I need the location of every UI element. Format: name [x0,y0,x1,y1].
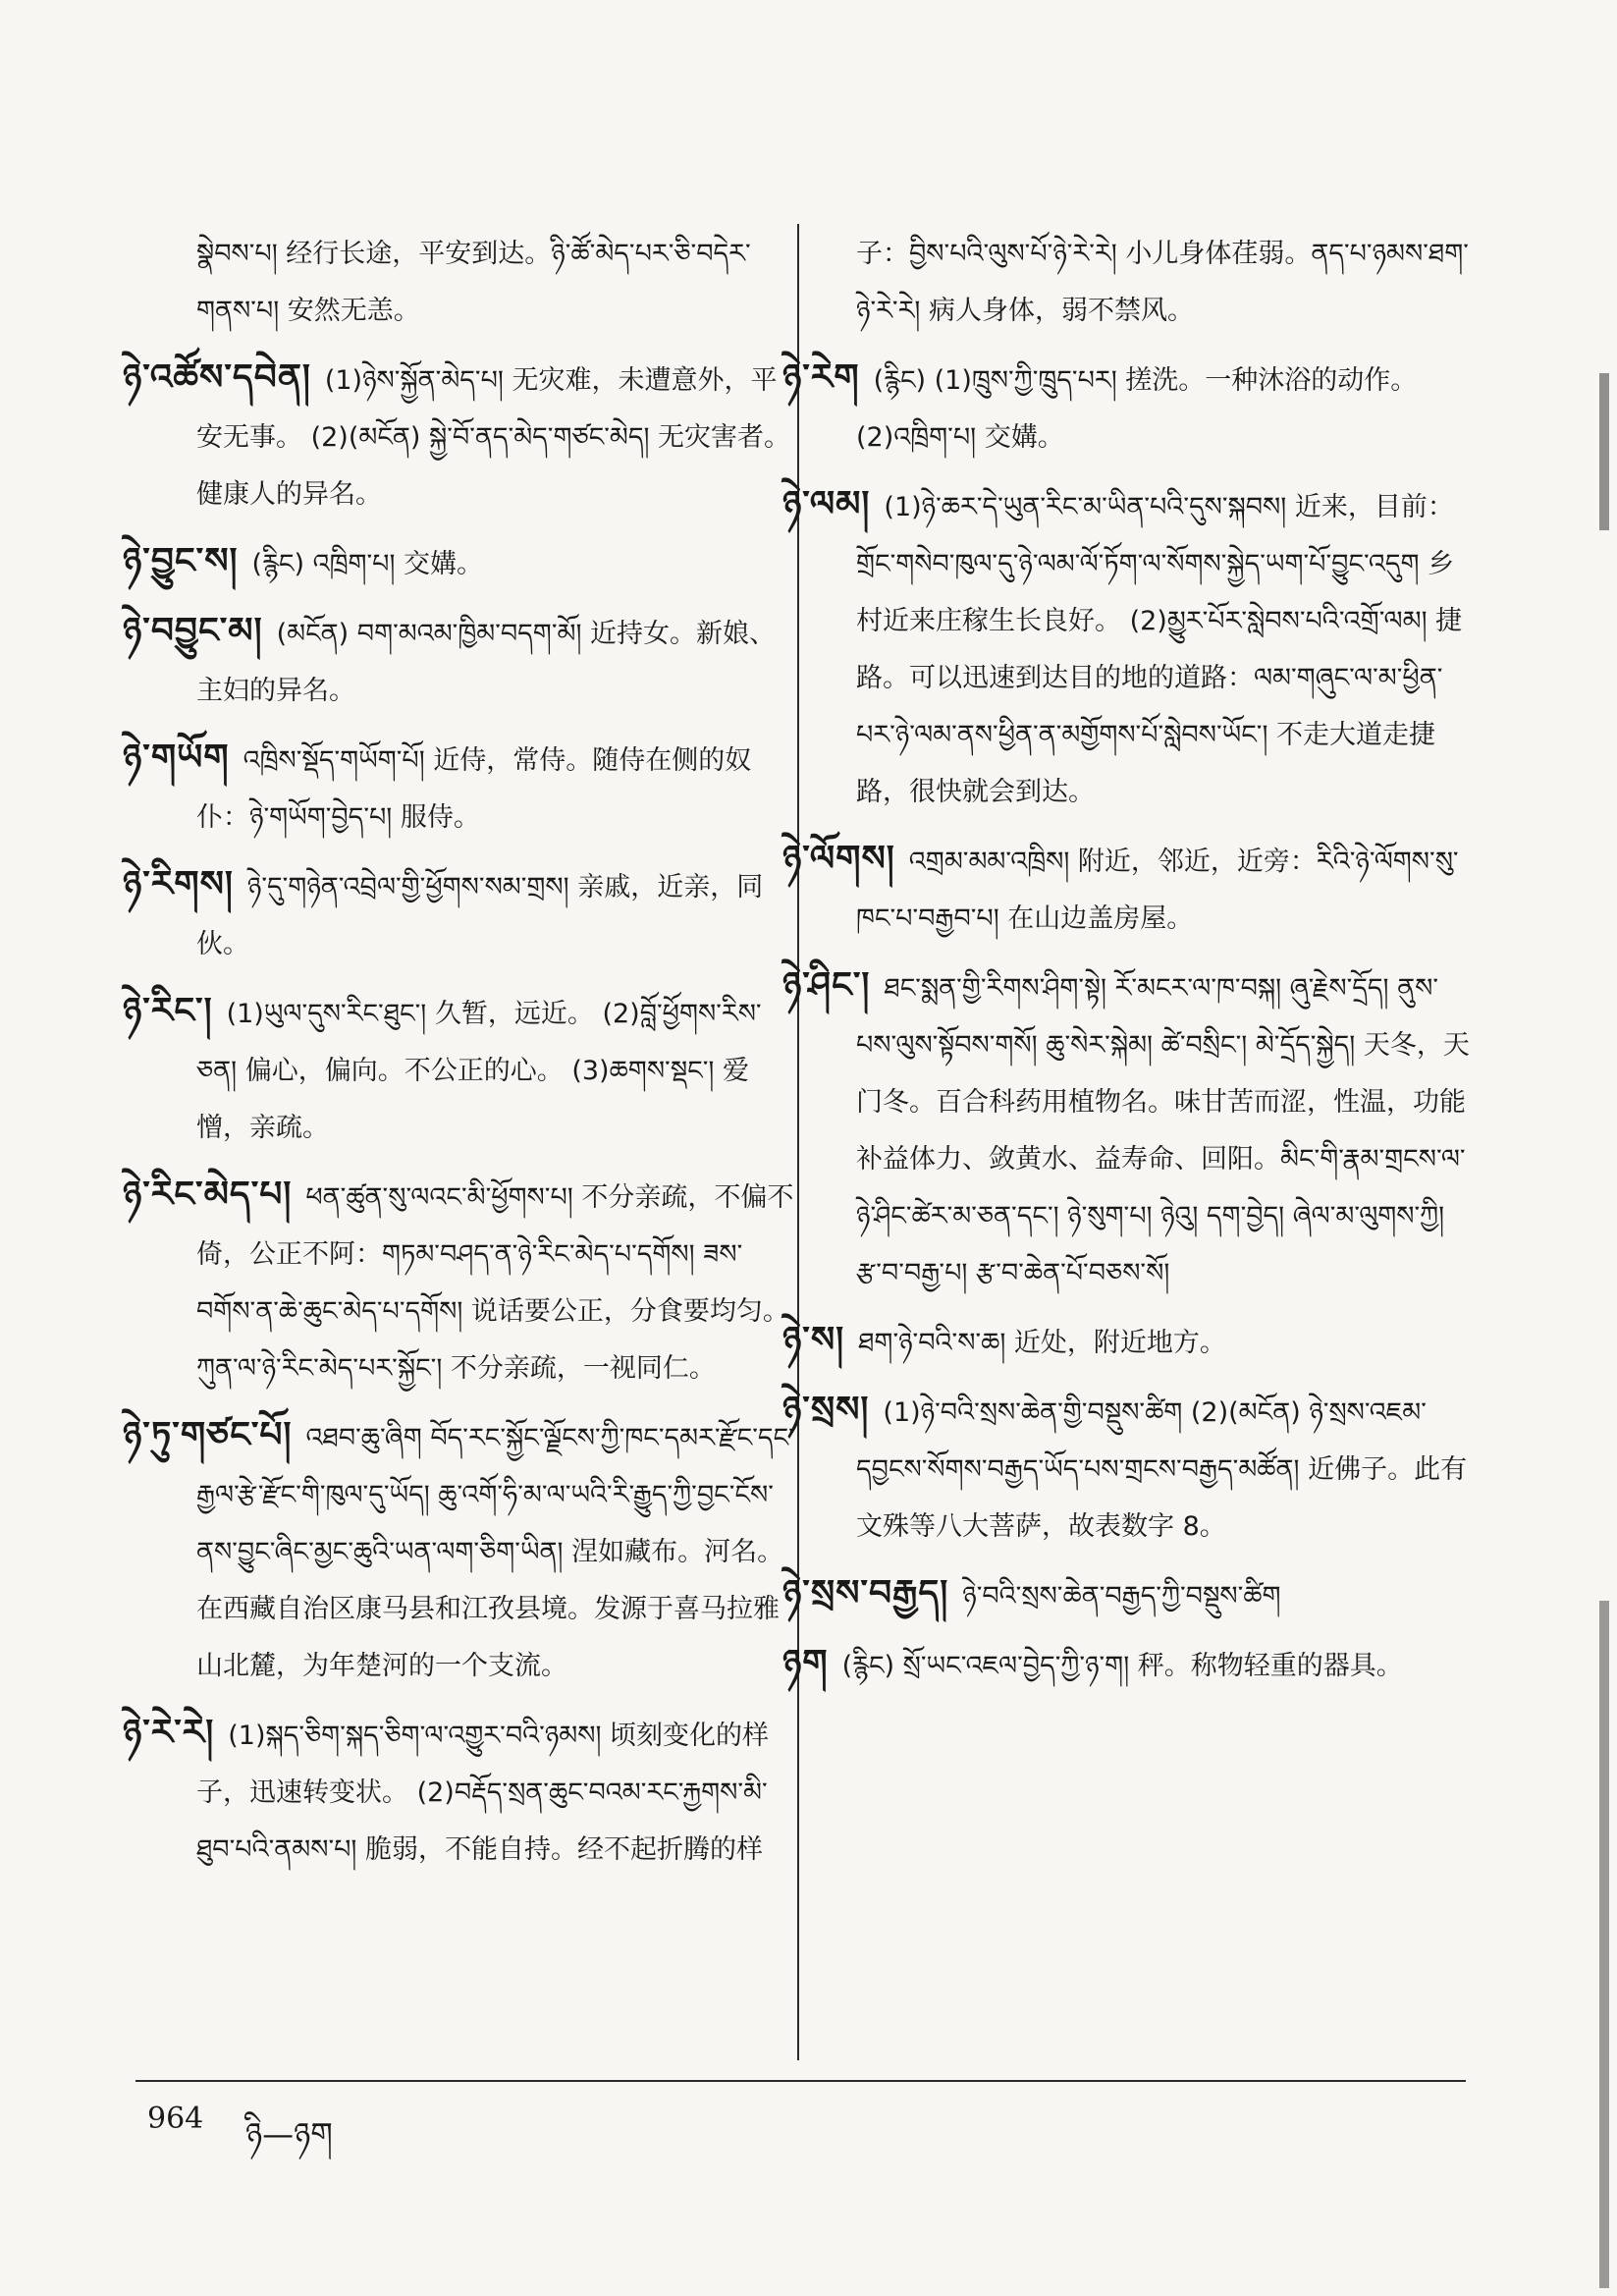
dictionary-entry [782,1312,1470,1372]
entry-headword: ཉེ་འཚོས་དབེན། [123,357,311,398]
entry-headword: ཉེ་རིང་མེད་པ། [123,1175,293,1215]
entry-definition: (1)ཉེ་བའི་སྲས་ཆེན་གྱི་བསྡུས་ཚིག (2)(མངོན) ཉེ་སྲས་འཇམ་དབྱངས་སོགས་བརྒྱད་ཡོད་པས་གྲངས་བརྒྱད་མཚོན། 近佛子。此有文殊等八大菩萨，故表数字 8。 [856,1397,1468,1542]
dictionary-entry [123,533,795,593]
entry-definition: འགྲམ་མམ་འཁྲིས། 附近，邻近，近旁：རིའི་ཉེ་ལོགས་སུ་ཁང་པ་བརྒྱབ་པ། 在山边盖房屋。 [856,847,1459,934]
entry-headword: ཉེ་གཡོག [123,738,230,778]
dictionary-entry [123,1167,795,1397]
entry-definition: འཐབ་ཆུ་ཞིག བོད་རང་སྐྱོང་ལྗོངས་ཀྱི་ཁང་དམར་རྫོང་དང་རྒྱལ་རྩེ་རྫོང་གི་ཁུལ་དུ་ཡོད། ཆུ་འགོ་ཧི་མ་ལ་ཡའི་རི་རྒྱུད་ཀྱི་བྱང་ངོས་ནས་བྱུང་ཞིང་མྱང་ཆུའི་ཡན་ལག་ཅིག་ཡིན། 涅如藏布。河名。在西藏自治区康马县和江孜县境。发源于喜马拉雅山北麓，为年楚河的一个支流。 [196,1423,794,1681]
dictionary-entry [123,730,795,847]
entry-definition: (1)ཉེ་ཆར་དེ་ཡུན་རིང་མ་ཡིན་པའི་དུས་སྐབས། 近来，目前：གྲོང་གསེབ་ཁུལ་དུ་ཉེ་ལམ་ལོ་ཏོག་ལ་སོགས་སྐྱེད་ཡག་པོ་བྱུང་འདུག 乡村近来庄稼生长良好。 (2)མྱུར་པོར་སླེབས་པའི་འགྲོ་ལམ། 捷路。可以迅速到达目的地的道路：ལམ་གཞུང་ལ་མ་ཕྱིན་པར་ཉེ་ལམ་ནས་ཕྱིན་ན་མགྱོགས་པོ་སླེབས་ཡོང་། 不走大道走捷路，很快就会到达。 [856,492,1463,807]
entry-headword: ཉེ་ཤིང་། [782,965,871,1006]
dictionary-entry [782,957,1470,1302]
entry-headword: ཉེ་བབྱུང་མ། [123,611,263,651]
entry-definition: 子：བྱིས་པའི་ལུས་པོ་ཉེ་རེ་རེ། 小儿身体荏弱。ནད་པ་ཉམས་ཐག་ཉེ་རེ་རེ། 病人身体，弱不禁风。 [856,239,1469,326]
entry-definition: (1)ཉེས་སྐྱོན་མེད་པ། 无灾难，未遭意外，平安无事。 (2)(མངོན) སྐྱེ་བོ་ནད་མེད་གཙང་མེད། 无灾害者。健康人的异名。 [196,365,791,510]
entry-headword: ཉེ་རེ་རེ། [123,1713,215,1753]
entry-headword: ཉེ་རིང་། [123,991,213,1031]
dictionary-entry [856,226,1470,340]
page-range: ཉི—ཉག [245,2115,333,2153]
dictionary-entry [782,1635,1470,1695]
entry-headword: ཉེ་བྱུང་ས། [123,541,239,581]
dictionary-entry [123,1705,795,1879]
entry-definition: (1)སྐད་ཅིག་སྐད་ཅིག་ལ་འགྱུར་བའི་ཉམས། 顷刻变化的样子，迅速转变状。 (2)བརྡོད་སྲན་ཆུང་བའམ་རང་རྐྱགས་མི་ཐུབ་པའི་ནམས་པ། 脆弱，不能自持。经不起折腾的样 [196,1721,770,1865]
entry-headword: ཉེ་ལོགས། [782,839,895,879]
dictionary-entry [782,831,1470,948]
dictionary-entry [196,226,795,340]
dictionary-entry [123,603,795,720]
footer-rule [135,2080,1466,2082]
dictionary-entry [123,1407,795,1695]
entry-definition: ཉེ་བའི་སྲས་ཆེན་བརྒྱད་ཀྱི་བསྡུས་ཚིག [962,1581,1281,1612]
entry-headword: ཉེ་ཏུ་གཙང་པོ། [123,1415,293,1455]
entry-definition: (རྙིང) འཁྲིག་པ། 交媾。 [251,549,484,579]
left-column [123,226,795,1888]
dictionary-entry [123,350,795,523]
entry-definition: སྣེབས་པ། 经行长途，平安到达。ཉི་ཚོ་མེད་པར་ཅི་བདེར་གནས་པ། 安然无恙。 [196,239,751,326]
entry-headword: ཉེ་སྲས། [782,1390,870,1430]
entry-definition: (རྙིང) སྲོ་ཡང་འཇལ་བྱེད་ཀྱི་ཉ་ག། 秤。称物轻重的器具。 [841,1651,1403,1681]
dictionary-entry [782,350,1470,466]
entry-headword: ཉེ་རེག [782,357,860,398]
entry-headword: ཉེ་ལམ། [782,484,871,524]
dictionary-entry [123,983,795,1157]
page-number: 964 [147,2102,204,2136]
dictionary-entry [782,476,1470,821]
entry-definition: (རྙིང) (1)ཁྲུས་ཀྱི་ཁྲུད་པར། 搓洗。一种沐浴的动作。(2)འཁྲིག་པ། 交媾。 [856,365,1418,453]
entry-headword: ཉེ་ས། [782,1320,845,1360]
entry-headword: ཉེ་རིགས། [123,864,234,904]
scan-mark-top [1599,373,1609,530]
entry-definition: འཁྲིས་སྡོད་གཡོག་པོ། 近侍，常侍。随侍在侧的奴仆：ཉེ་གཡོག་བྱེད་པ། 服侍。 [196,745,752,833]
dictionary-entry [123,856,795,973]
entry-definition: (1)ཡུལ་དུས་རིང་ཐུང་། 久暂，远近。 (2)བློ་ཕྱོགས་རིས་ཅན། 偏心，偏向。不公正的心。 (3)ཆགས་སྡང་། 爱憎，亲疏。 [196,999,762,1143]
right-column [782,226,1470,1705]
entry-headword: ཉེ་སྲས་བརྒྱད། [782,1573,949,1613]
entry-definition: (མངོན) བག་མའམ་ཁྱིམ་བདག་མོ། 近持女。新娘、主妇的异名。 [196,619,777,706]
dictionary-entry [782,1565,1470,1625]
entry-definition: ཉེ་དུ་གཉེན་འབྲེལ་གྱི་ཕྱོགས་སམ་གྲས། 亲戚，近亲，同伙。 [196,872,764,959]
dictionary-entry [782,1382,1470,1556]
scan-mark-bottom [1599,1601,1609,2288]
entry-definition: ཐག་ཉེ་བའི་ས་ཆ། 近处，附近地方。 [858,1328,1226,1358]
entry-headword: ཉག [782,1643,829,1683]
entry-definition: ཐང་སྨན་གྱི་རིགས་ཤིག་སྟེ། རོ་མངར་ལ་ཁ་བསྐ། ཞུ་རྗེས་དྲོད། ནུས་པས་ལུས་སྟོབས་གསོ། ཆུ་སེར་སྐེམ། ཚེ་བསྲིང་། མེ་དྲོད་སྐྱེད། 天冬，天门冬。百合科药用植物名。味甘苦而涩，性温，功能补益体力、敛黄水、益寿命、回阳。མིང་གི་རྣམ་གྲངས་ལ་ཉེ་ཤིང་ཚེར་མ་ཅན་དང་། ཉེ་སུག་པ། ཉེའུ། དག་བྱེད། ཞེལ་མ་ལུགས་ཀྱི། རྩ་བ་བརྒྱ་པ། རྩ་བ་ཆེན་པོ་བཅས་སོ། [856,973,1470,1288]
entry-definition: ཕན་ཚུན་སུ་ལའང་མི་ཕྱོགས་པ། 不分亲疏，不偏不倚，公正不阿：གཏམ་བཤད་ན་ཉེ་རིང་མེད་པ་དགོས། ཟས་བགོས་ན་ཆེ་ཆུང་མེད་པ་དགོས། 说话要公正，分食要均匀。ཀུན་ལ་ཉེ་རིང་མེད་པར་སྐྱོང་། 不分亲疏，一视同仁。 [196,1182,794,1384]
